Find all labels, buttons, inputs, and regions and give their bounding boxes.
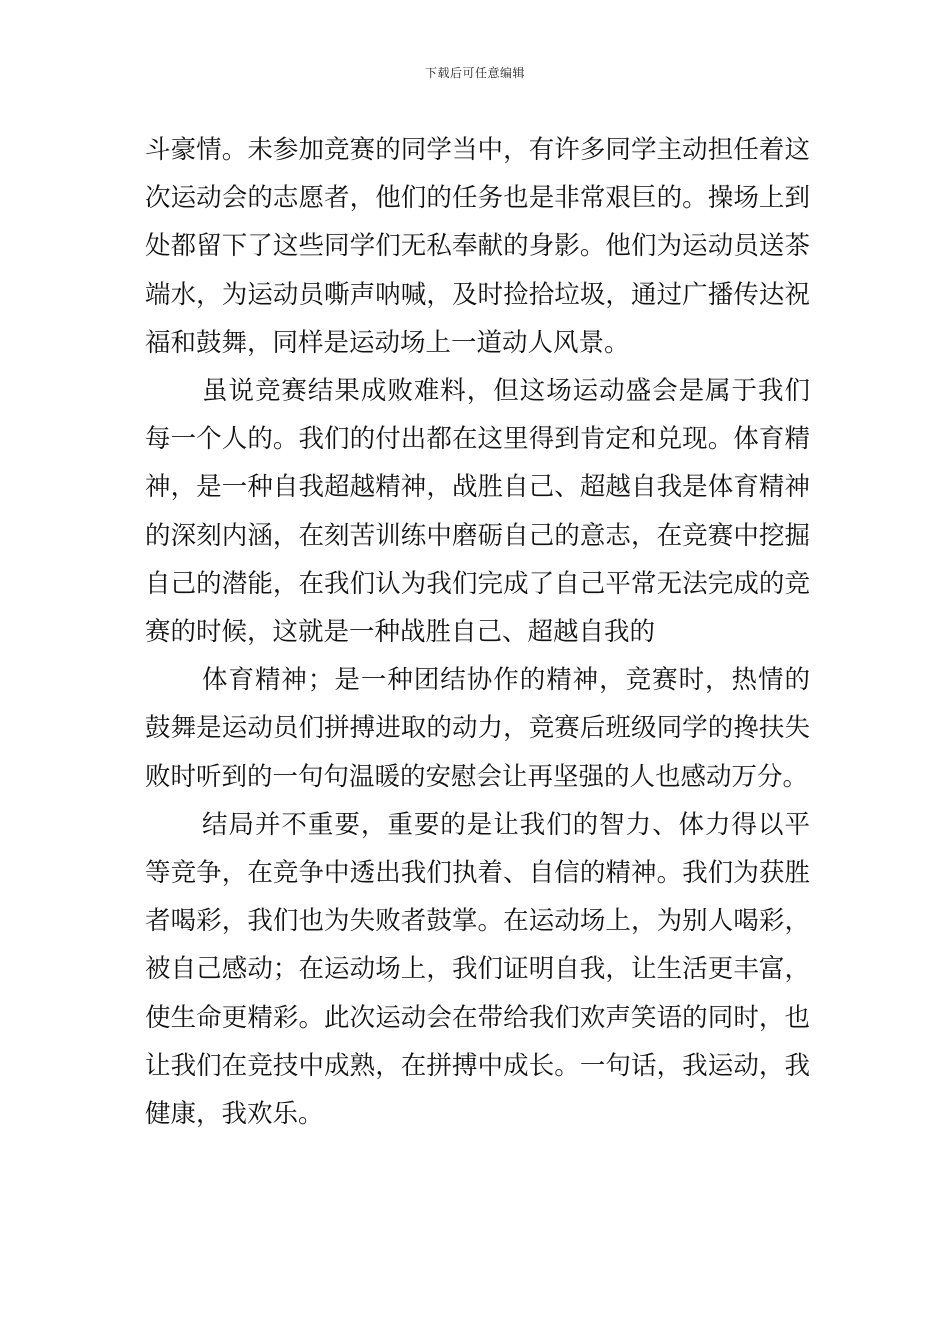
paragraph-3: 体育精神；是一种团结协作的精神，竞赛时，热情的鼓舞是运动员们拼搏进取的动力，竞赛后班级同学的搀扶失败时听到的一句句温暖的安慰会让再坚强的人也感动万分。 xyxy=(145,665,810,792)
paragraph-1: 斗豪情。未参加竞赛的同学当中，有许多同学主动担任着这次运动会的志愿者，他们的任务也是非常艰巨的。操场上到处都留下了这些同学们无私奉献的身影。他们为运动员送茶端水，为运动员嘶声呐喊，及时捡拾垃圾，通过广播传达祝福和鼓舞，同样是运动场上一道动人风景。 xyxy=(145,135,810,358)
document-body xyxy=(145,126,810,1138)
paragraph-2: 虽说竞赛结果成败难料，但这场运动盛会是属于我们每一个人的。我们的付出都在这里得到肯定和兑现。体育精神，是一种自我超越精神，战胜自己、超越自我是体育精神的深刻内涵，在刻苦训练中磨砺自己的意志，在竞赛中挖掘自己的潜能，在我们认为我们完成了自己平常无法完成的竞赛的时候，这就是一种战胜自己、超越自我的 xyxy=(145,376,810,648)
paragraph-4: 结局并不重要，重要的是让我们的智力、体力得以平等竞争，在竞争中透出我们执着、自信的精神。我们为获胜者喝彩，我们也为失败者鼓掌。在运动场上，为别人喝彩，被自己感动；在运动场上，我们证明自我，让生活更丰富，使生命更精彩。此次运动会在带给我们欢声笑语的同时，也让我们在竞技中成熟，在拼搏中成长。一句话，我运动，我健康，我欢乐。 xyxy=(145,809,810,1130)
page-header: 下载后可任意编辑 xyxy=(424,66,525,80)
